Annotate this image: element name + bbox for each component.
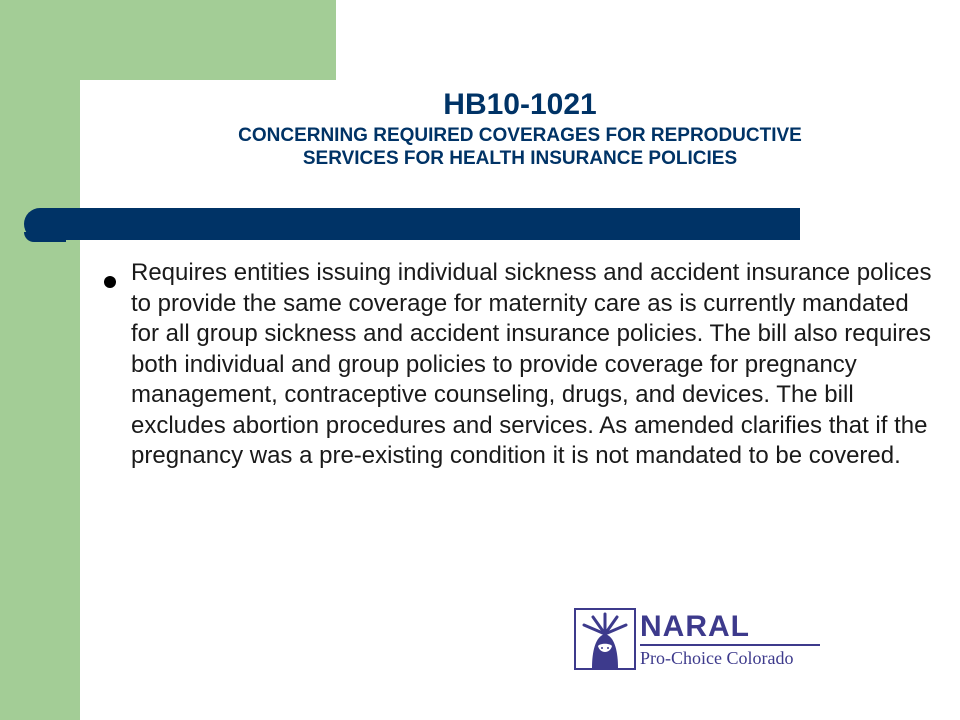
logo-tagline: Pro-Choice Colorado (640, 648, 794, 668)
divider-bar-notch (24, 232, 66, 242)
slide-subtitle-line2: SERVICES FOR HEALTH INSURANCE POLICIES (302, 148, 738, 169)
slide-title: HB10-1021 (443, 88, 597, 121)
bullet-icon (104, 276, 116, 288)
green-side-strip (0, 0, 80, 720)
green-top-block (80, 0, 336, 80)
bullet-text: Requires entities issuing individual sickness and accident insurance polices to provide the same coverage for maternity care as is currently mandated for all group sickness and accident insurance policies. The bill also requires both individual and group policies to provide coverage for pregnancy management, contraceptive counseling, drugs, and devices. The bill excludes abortion procedures and services. As amended clarifies that if the pregnancy was a pre-existing condition it is not mandated to be covered. (131, 259, 932, 469)
naral-logo (574, 608, 826, 670)
logo-rule (640, 644, 820, 646)
slide-subtitle-line1: CONCERNING REQUIRED COVERAGES FOR REPRODUCTIVE (238, 125, 802, 146)
title-divider-bar (24, 208, 800, 240)
title-area (80, 88, 960, 170)
bullet-list (104, 258, 934, 472)
statue-of-liberty-icon (574, 608, 636, 670)
logo-name: NARAL (640, 610, 750, 643)
